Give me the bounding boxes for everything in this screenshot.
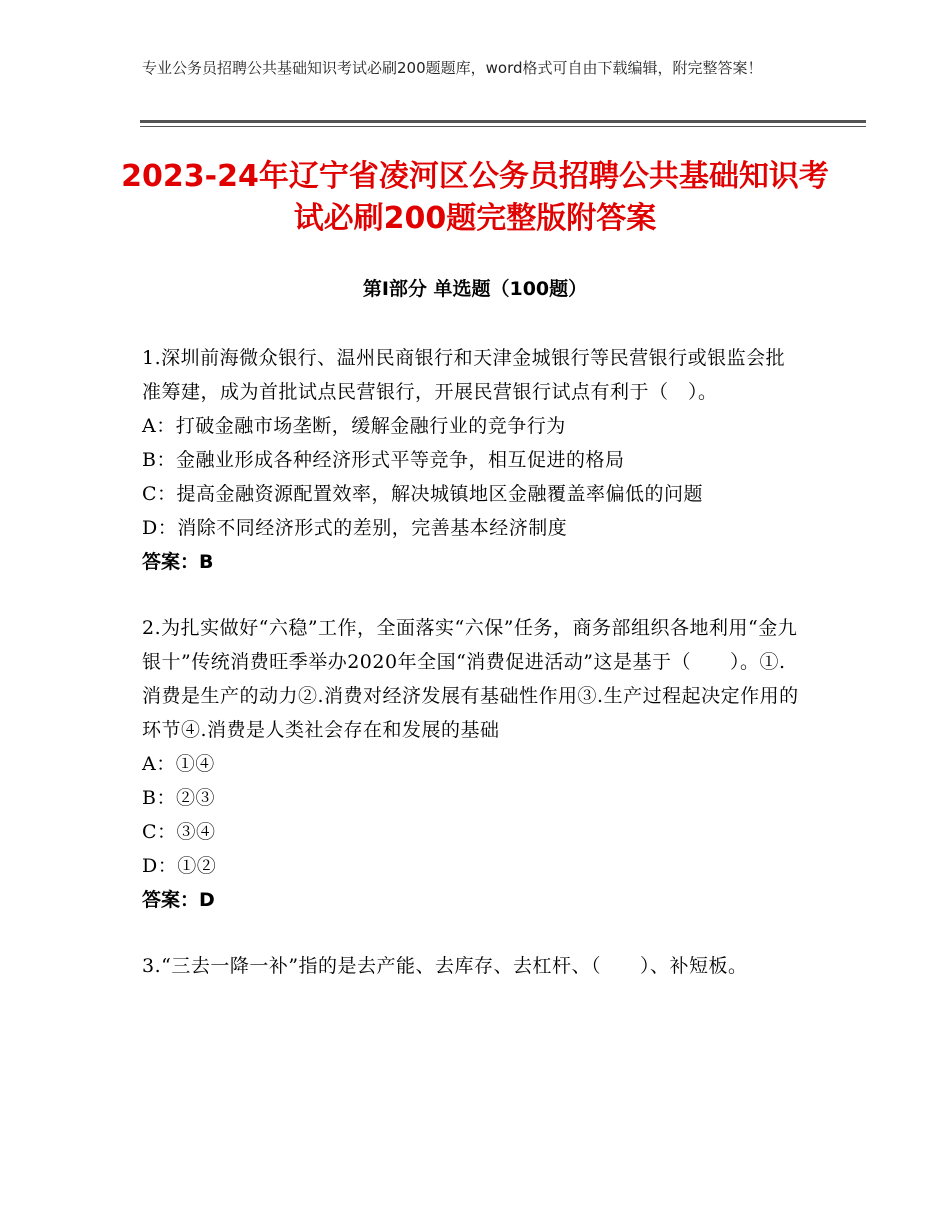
header-divider xyxy=(140,120,866,123)
answer: 答案：B xyxy=(142,551,214,573)
question-3 xyxy=(142,949,802,983)
option-c: C：提高金融资源配置效率，解决城镇地区金融覆盖率偏低的问题 xyxy=(142,483,704,505)
option-c: C：③④ xyxy=(142,821,216,843)
option-b: B：②③ xyxy=(142,787,215,809)
option-d: D：消除不同经济形式的差别，完善基本经济制度 xyxy=(142,517,568,539)
question-stem: 1.深圳前海微众银行、温州民商银行和天津金城银行等民营银行或银监会批准筹建，成为首批试点民营银行，开展民营银行试点有利于（ ）。 xyxy=(142,347,786,403)
question-1 xyxy=(142,341,802,579)
section-title: 第Ⅰ部分 单选题（100题） xyxy=(362,278,588,300)
answer: 答案：D xyxy=(142,889,215,911)
option-a: A：打破金融市场垄断，缓解金融行业的竞争行为 xyxy=(142,415,566,437)
option-d: D：①② xyxy=(142,855,217,877)
option-a: A：①④ xyxy=(142,753,215,775)
header-note: 专业公务员招聘公共基础知识考试必刷200题题库，word格式可自由下载编辑，附完整答案！ xyxy=(142,59,763,77)
question-2 xyxy=(142,611,802,917)
question-list xyxy=(142,341,802,1015)
question-stem: 2.为扎实做好“六稳”工作，全面落实“六保”任务，商务部组织各地利用“金九银十”传统消费旺季举办2020年全国“消费促进活动”这是基于（ ）。①.消费是生产的动力②.消费对经济发展有基础性作用③.生产过程起决定作用的环节④.消费是人类社会存在和发展的基础 xyxy=(142,617,799,741)
document-title: 2023-24年辽宁省凌河区公务员招聘公共基础知识考试必刷200题完整版附答案 xyxy=(121,159,829,236)
header-divider-thin xyxy=(140,126,866,127)
option-b: B：金融业形成各种经济形式平等竞争，相互促进的格局 xyxy=(142,449,625,471)
question-stem: 3.“三去一降一补”指的是去产能、去库存、去杠杆、（ ）、补短板。 xyxy=(142,955,748,977)
